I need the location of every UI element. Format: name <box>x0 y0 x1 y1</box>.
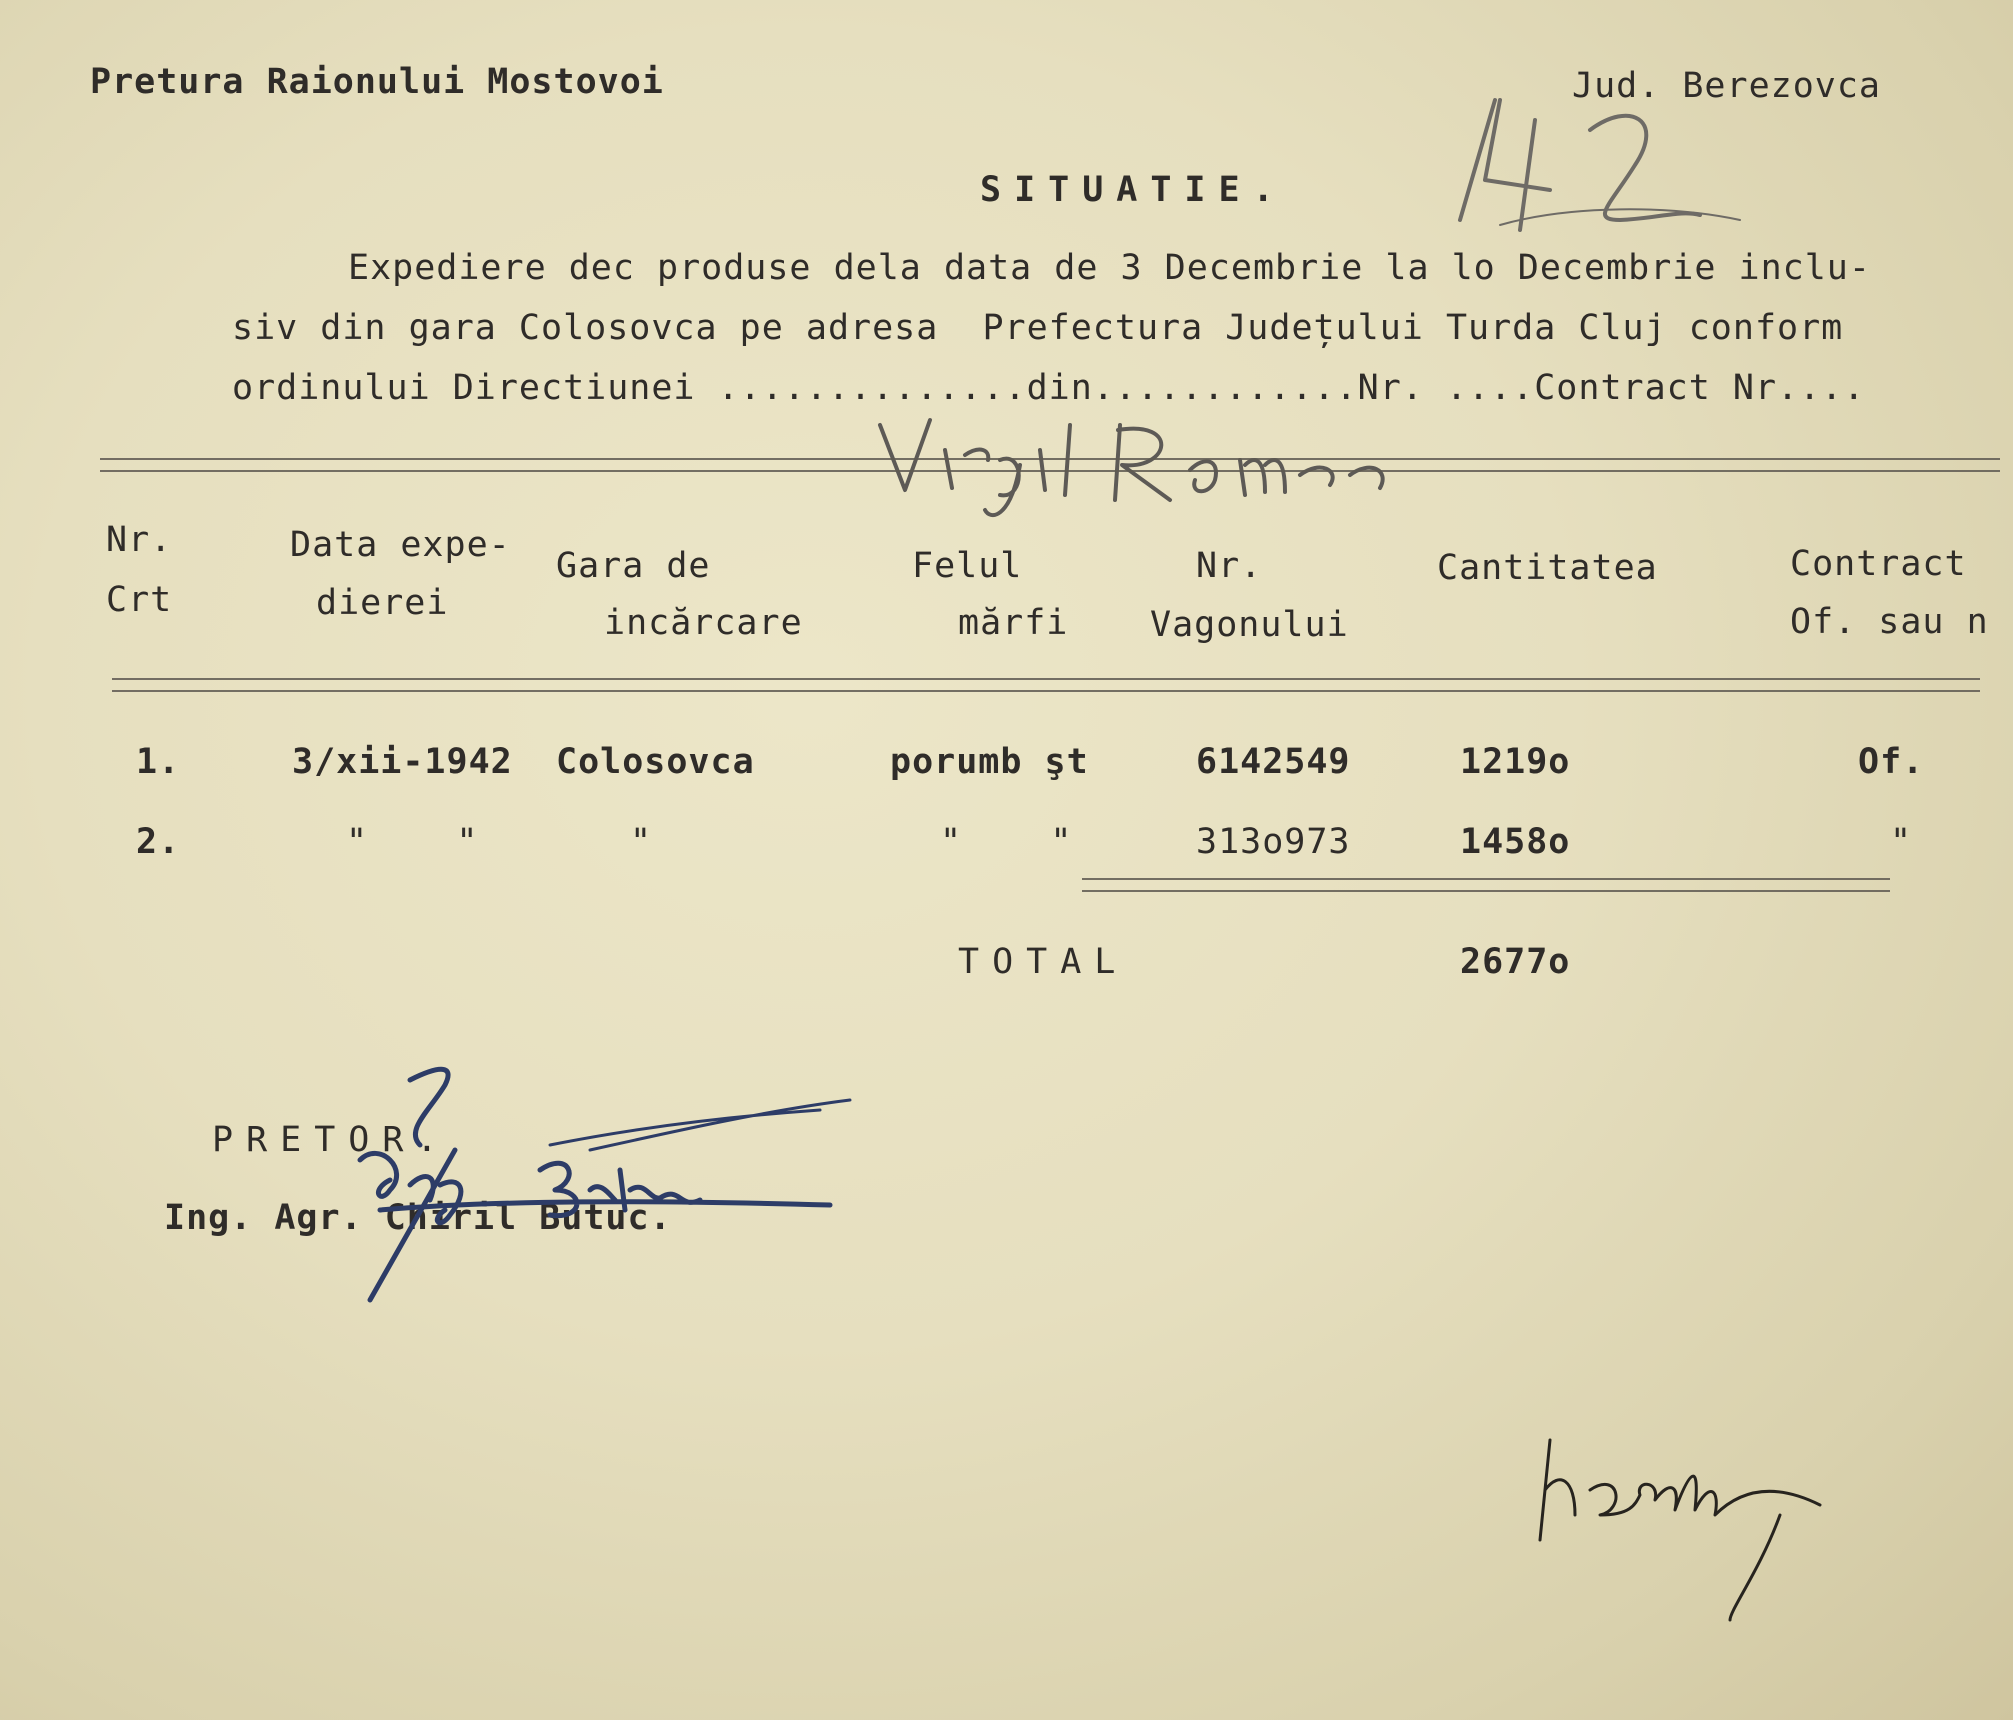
total-label: TOTAL <box>958 942 1129 982</box>
row2-wagon: 313o973 <box>1196 822 1351 862</box>
row1-contract: Of. <box>1858 742 1925 782</box>
col-goods-line1: Felul <box>912 546 1023 586</box>
col-wagon-line1: Nr. <box>1196 546 1263 586</box>
col-goods-line2: mărfi <box>958 603 1069 643</box>
handwritten-name <box>860 400 1420 510</box>
divider-top <box>100 458 2000 472</box>
col-contract-line2: Of. sau n <box>1790 602 1989 642</box>
intro-line-2: siv din gara Colosovca pe adresa Prefectura Județului Turda Cluj conform <box>232 308 1844 348</box>
col-quantity-line1: Cantitatea <box>1437 548 1658 588</box>
row1-wagon: 6142549 <box>1196 742 1351 782</box>
row2-date: " " <box>346 822 479 862</box>
col-contract-line1: Contract <box>1790 544 1967 584</box>
intro-line-1: Expediere dec produse dela data de 3 Decembrie la lo Decembrie inclu- <box>348 248 1871 288</box>
divider-total <box>1082 878 1890 892</box>
row1-date: 3/xii-1942 <box>292 742 513 782</box>
col-station-line2: incărcare <box>604 603 803 643</box>
row2-goods: " " <box>940 822 1073 862</box>
col-date-line2: dierei <box>316 583 449 623</box>
county-name: Jud. Berezovca <box>1572 66 1882 106</box>
handwritten-signature <box>350 1050 870 1310</box>
row2-station: " <box>630 822 653 862</box>
row2-nr: 2. <box>136 822 181 862</box>
row1-station: Colosovca <box>556 742 755 782</box>
col-date-line1: Data expe- <box>290 525 511 565</box>
signature-name: Ing. Agr. Chiril Butuc. <box>164 1198 672 1238</box>
handwritten-initials <box>1530 1420 1850 1640</box>
col-nr-line2: Crt <box>106 580 173 620</box>
total-value: 2677o <box>1460 942 1571 982</box>
divider-header <box>112 678 1980 692</box>
handwritten-document-number <box>1440 80 1760 250</box>
row1-nr: 1. <box>136 742 181 782</box>
col-wagon-line2: Vagonului <box>1150 605 1349 645</box>
row1-goods: porumb şt <box>890 742 1089 782</box>
intro-line-3: ordinului Directiunei ..............din............Nr. ....Contract Nr.... <box>232 368 1866 408</box>
row2-contract: " <box>1890 822 1913 862</box>
office-name: Pretura Raionului Mostovoi <box>90 62 664 102</box>
col-nr-line1: Nr. <box>106 520 173 560</box>
document-title: SITUATIE. <box>980 170 1287 210</box>
row2-quantity: 1458o <box>1460 822 1571 862</box>
row1-quantity: 1219o <box>1460 742 1571 782</box>
col-station-line1: Gara de <box>556 546 711 586</box>
signature-role: PRETOR. <box>212 1120 451 1160</box>
